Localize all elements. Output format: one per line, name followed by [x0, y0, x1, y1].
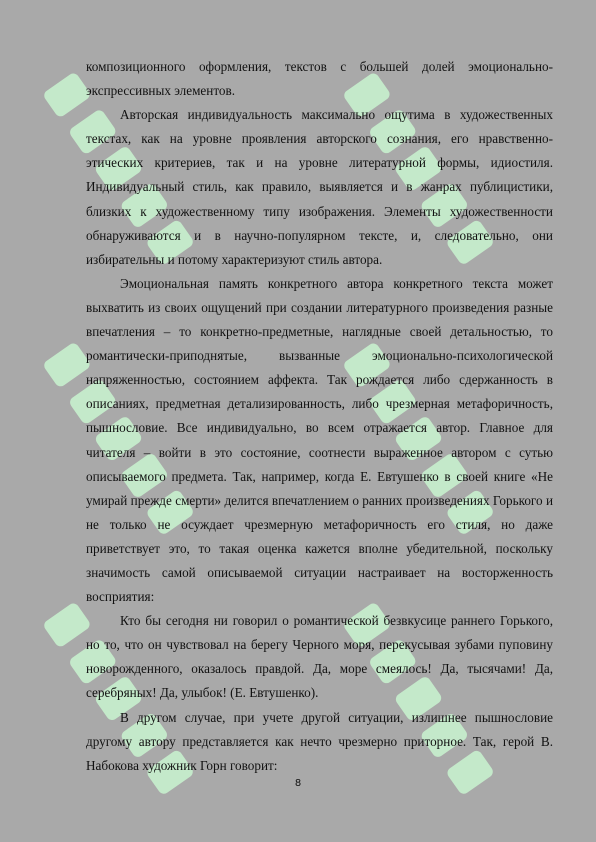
paragraph: Авторская индивидуальность максимально ощутима в художественных текстах, как на уровне проявления авторского сознания, его нравственно-этических критериев, так и на уровне литературной формы, идиостиля. Индивидуальный стиль, как правило, выявляется и в жанрах публицистики, близких к художественному типу изображения. Элементы художественности обнаруживаются и в научно-популярном тексте, и, следовательно, они избирательны и потому характеризуют стиль автора. — [86, 107, 553, 267]
page-number: 8 — [294, 778, 302, 789]
document-body — [86, 55, 553, 778]
paragraph: В другом случае, при учете другой ситуации, излишнее пышнословие другому автору представляется как нечто чрезмерно приторное. Так, герой В. Набокова художник Горн говорит: — [86, 709, 553, 773]
paragraph: композиционного оформления, текстов с большей долей эмоционально-экспрессивных элементов. — [86, 59, 553, 99]
quote-paragraph: Кто бы сегодня ни говорил о романтической безвкусице раннего Горького, но то, что он чувствовал на берегу Черного моря, перекусывая зубами пуповину новорожденного, оказалось правдой. Да, море смеялось! Да, тысячами! Да, серебряных! Да, улыбок! (Е. Евтушенко). — [86, 613, 553, 701]
paragraph: Эмоциональная память конкретного автора конкретного текста может выхватить из своих ощущений при создании литературного произведения разные впечатления – то конкретно-предметные, наглядные своей детальностью, то романтически-приподнятые, вызванные эмоционально-психологической напряженностью, состоянием аффекта. Так рождается либо сдержанность в описаниях, предметная детализированность, либо чрезмерная метафоричность, пышнословие. Все индивидуально, во всем отражается автор. Главное для читателя – войти в это состояние, соотнести выраженное автором с сутью описываемого предмета. Так, например, когда Е. Евтушенко в своей книге «Не умирай прежде смерти» делится впечатлением о ранних произведениях Горького и не только не осуждает чрезмерную метафоричность его стиля, но даже приветствует это, то такая оценка кажется вполне убедительной, поскольку значимость самой описываемой ситуации настраивает на восторженность восприятия: — [86, 275, 553, 605]
